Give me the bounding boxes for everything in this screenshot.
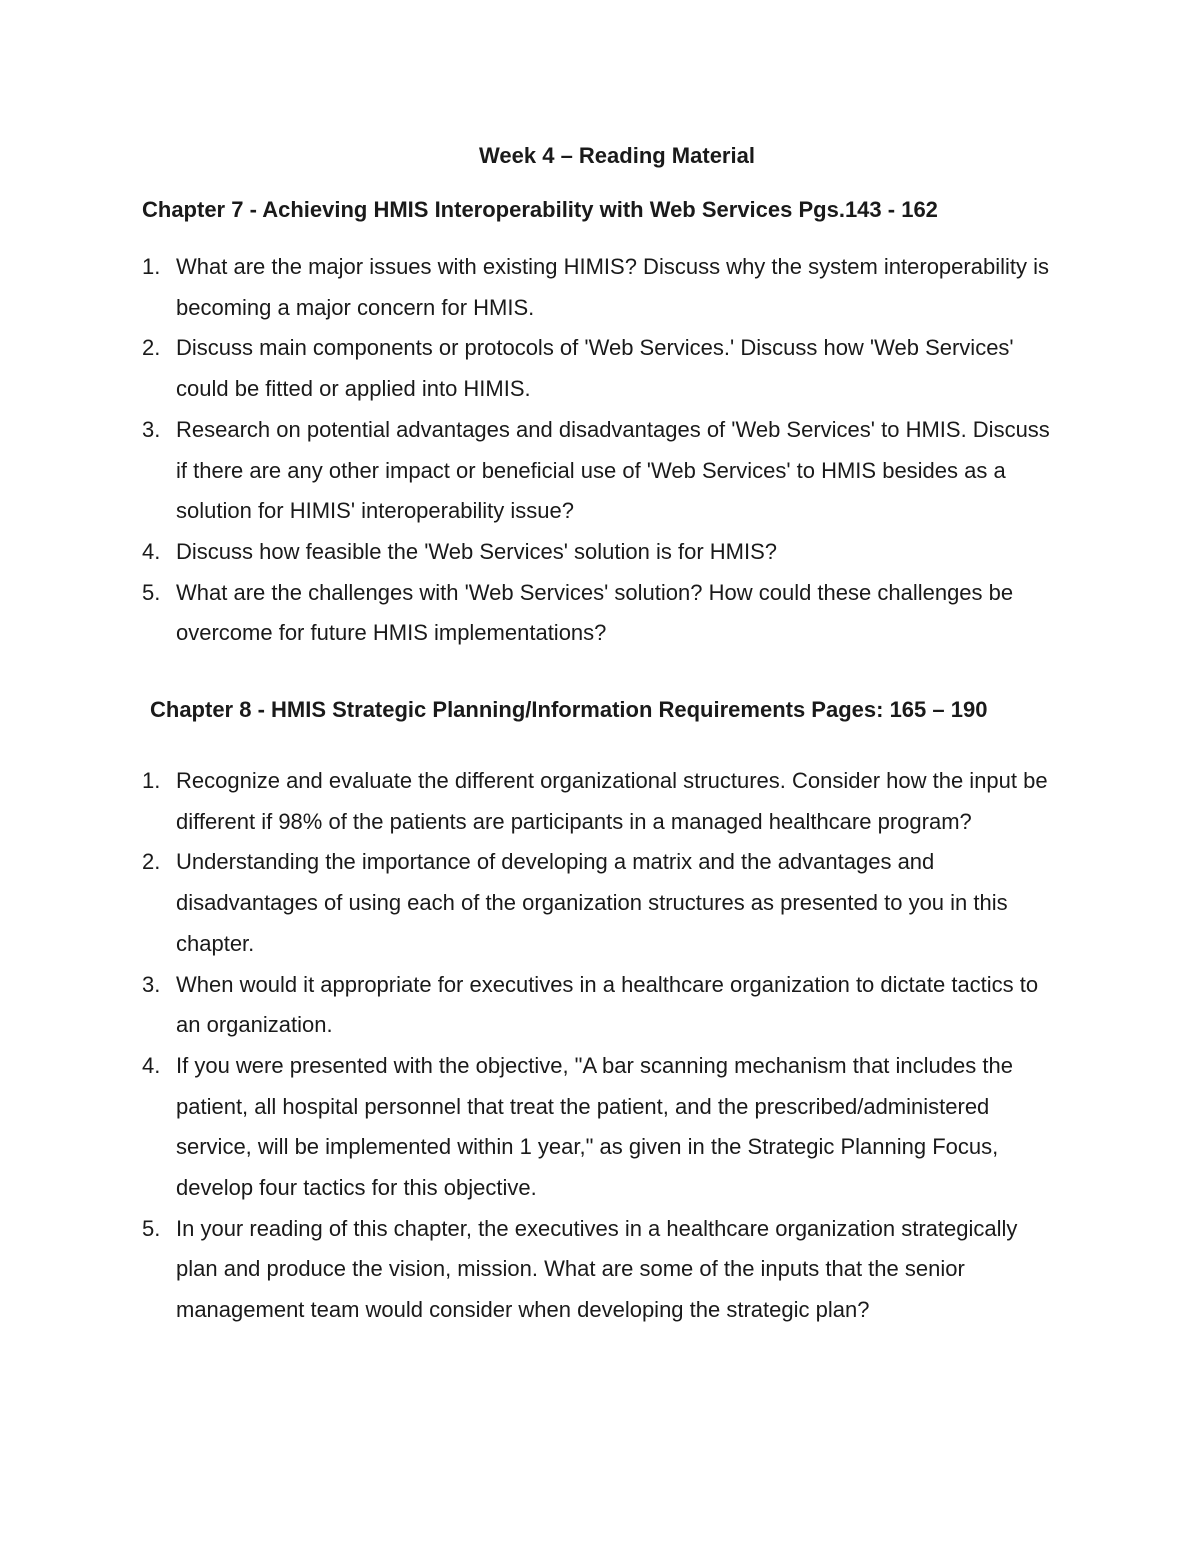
chapter-7-question-5 bbox=[0, 573, 1200, 654]
question-text: Discuss how feasible the 'Web Services' solution is for HMIS? bbox=[176, 538, 778, 564]
question-text: In your reading of this chapter, the executives in a healthcare organization strategically plan and produce the vision, mission. What are some of the inputs that the senior management team would consider when developing the strategic plan? bbox=[176, 1215, 1018, 1323]
question-number: 5. bbox=[142, 579, 161, 605]
question-text: If you were presented with the objective, "A bar scanning mechanism that includes the patient, all hospital personnel that treat the patient, and the prescribed/administered service, will be implemented within 1 year," as given in the Strategic Planning Focus, develop four tactics for this objective. bbox=[176, 1052, 1013, 1201]
chapter-8-question-3 bbox=[0, 965, 1200, 1046]
chapter-8-heading: Chapter 8 - HMIS Strategic Planning/Information Requirements Pages: 165 – 190 bbox=[150, 697, 988, 722]
question-number: 1. bbox=[142, 254, 161, 279]
question-text: What are the challenges with 'Web Services' solution? How could these challenges be overcome for future HMIS implementations? bbox=[176, 579, 1014, 646]
chapter-7-question-2 bbox=[0, 328, 1200, 409]
question-number: 4. bbox=[142, 1052, 161, 1078]
question-number: 2. bbox=[142, 849, 161, 875]
chapter-7-question-list bbox=[0, 247, 1200, 654]
chapter-8-question-2 bbox=[0, 842, 1200, 964]
question-text: Discuss main components or protocols of 'Web Services.' Discuss how 'Web Services' could be fitted or applied into HIMIS. bbox=[176, 335, 1014, 402]
question-number: 1. bbox=[142, 768, 161, 793]
chapter-7-question-4 bbox=[0, 532, 1200, 573]
question-text: When would it appropriate for executives in a healthcare organization to dictate tactics to an organization. bbox=[176, 971, 1039, 1038]
chapter-8-question-list bbox=[0, 761, 1200, 1331]
chapter-8-question-4 bbox=[0, 1046, 1200, 1209]
chapter-7-question-1 bbox=[0, 247, 1200, 328]
question-number: 3. bbox=[142, 971, 161, 997]
question-number: 2. bbox=[142, 335, 161, 361]
question-number: 5. bbox=[142, 1215, 161, 1241]
question-number: 4. bbox=[142, 538, 161, 564]
question-text: Recognize and evaluate the different organizational structures. Consider how the input be different if 98% of the patients are participants in a managed healthcare program? bbox=[176, 768, 1048, 834]
question-text: Understanding the importance of developing a matrix and the advantages and disadvantages of using each of the organization structures as presented to you in this chapter. bbox=[176, 849, 1008, 956]
document-title: Week 4 – Reading Material bbox=[479, 143, 755, 168]
question-text: Research on potential advantages and disadvantages of 'Web Services' to HMIS. Discuss if there are any other impact or beneficial use of 'Web Services' to HMIS besides as a solution for HIMIS' interoperability issue? bbox=[176, 416, 1050, 524]
chapter-7-heading: Chapter 7 - Achieving HMIS Interoperability with Web Services Pgs.143 - 162 bbox=[142, 197, 938, 222]
chapter-7-question-3 bbox=[0, 410, 1200, 532]
chapter-8-question-5 bbox=[0, 1209, 1200, 1331]
question-number: 3. bbox=[142, 416, 161, 442]
chapter-8-question-1 bbox=[0, 761, 1200, 842]
question-text: What are the major issues with existing HIMIS? Discuss why the system interoperability is becoming a major concern for HMIS. bbox=[176, 254, 1049, 320]
